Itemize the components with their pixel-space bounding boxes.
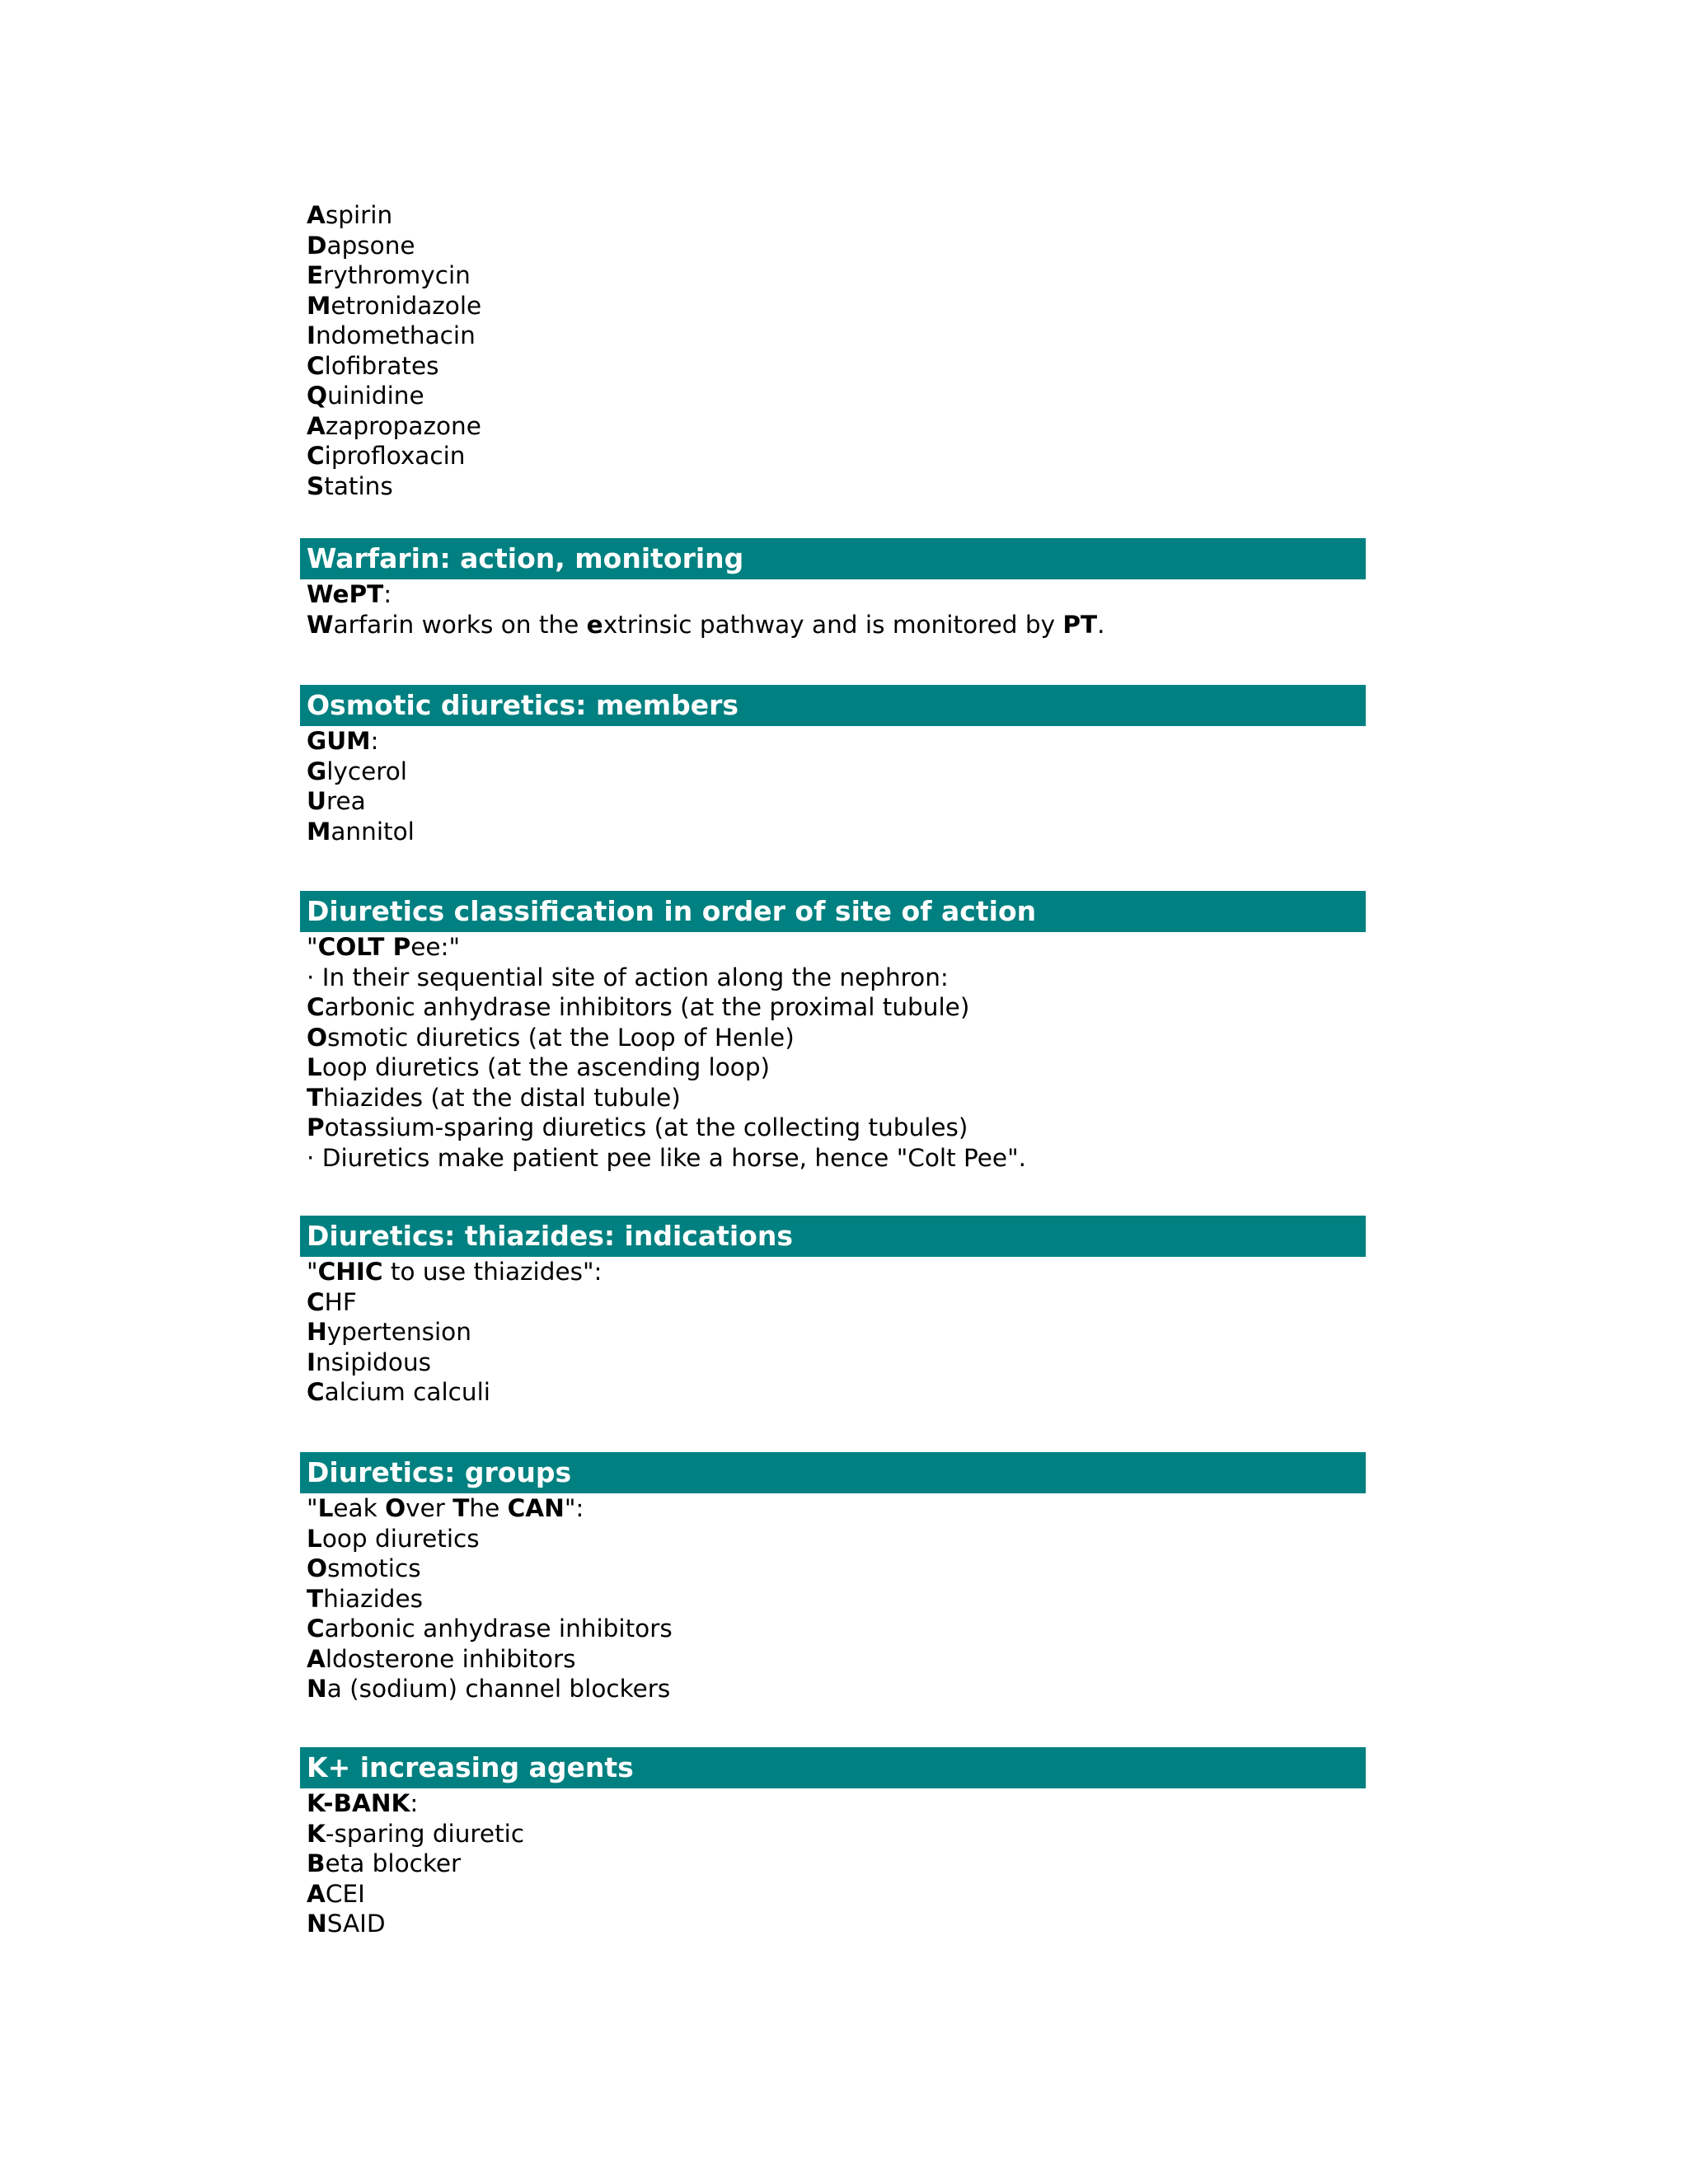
- text-line: [307, 817, 1366, 847]
- text-line: [307, 1879, 1366, 1910]
- text-line: [307, 1614, 1366, 1644]
- text-run: apsone: [326, 231, 415, 260]
- section-heading: Osmotic diuretics: members: [300, 685, 1366, 726]
- text-run: nsipidous: [315, 1347, 432, 1376]
- bold-letters: C: [307, 351, 325, 380]
- text-line: [307, 992, 1366, 1023]
- bold-letters: I: [307, 321, 316, 349]
- bold-letters: COLT P: [317, 933, 411, 961]
- text-run: ": [307, 1494, 318, 1522]
- bold-letters: C: [307, 993, 325, 1021]
- bold-letters: M: [307, 291, 331, 320]
- text-run: oop diuretics: [321, 1524, 480, 1553]
- mnemonic-lines: [300, 1493, 1366, 1704]
- mnemonic-lines: [300, 932, 1366, 1173]
- bold-letters: PT: [1062, 610, 1098, 639]
- text-run: · In their sequential site of action along the nephron:: [307, 963, 949, 991]
- bold-letters: P: [307, 1113, 325, 1141]
- text-run: spirin: [325, 201, 393, 229]
- text-line: [307, 1113, 1366, 1143]
- section-diuretics-classification-in-order-of-site-of-action: [300, 891, 1366, 1173]
- text-line: [307, 757, 1366, 787]
- text-line: [307, 291, 1366, 321]
- section-diuretics-thiazides-indications: [300, 1216, 1366, 1408]
- bold-letters: GUM: [307, 727, 371, 755]
- text-run: ee:": [410, 933, 461, 961]
- text-run: otassium-sparing diuretics (at the collecting tubules): [324, 1113, 968, 1141]
- bold-letters: I: [307, 1347, 316, 1376]
- bold-letters: L: [317, 1494, 334, 1522]
- text-run: tatins: [324, 471, 393, 500]
- bold-letters: A: [307, 201, 326, 229]
- text-run: iprofloxacin: [324, 442, 466, 470]
- bold-letters: A: [307, 1879, 326, 1908]
- text-line: [307, 351, 1366, 382]
- text-run: uinidine: [327, 382, 424, 410]
- bold-letters: A: [307, 1644, 326, 1673]
- mnemonic-lines: [300, 726, 1366, 846]
- text-run: · Diuretics make patient pee like a horse, hence "Colt Pee".: [307, 1143, 1027, 1172]
- bold-letters: H: [307, 1318, 327, 1346]
- bold-letters: WePT: [307, 580, 384, 608]
- text-line: [307, 932, 1366, 963]
- text-run: oop diuretics (at the ascending loop): [321, 1053, 771, 1081]
- text-line: [307, 1083, 1366, 1113]
- text-run: a (sodium) channel blockers: [326, 1675, 671, 1703]
- text-line: [307, 1023, 1366, 1053]
- text-run: he: [469, 1494, 508, 1522]
- text-run: lofibrates: [324, 351, 439, 380]
- bold-letters: N: [307, 1675, 327, 1703]
- bold-letters: N: [307, 1910, 327, 1938]
- text-run: CEI: [325, 1879, 365, 1908]
- bold-letters: O: [385, 1494, 406, 1522]
- text-line: [307, 610, 1366, 640]
- bold-letters: K-BANK: [307, 1789, 410, 1817]
- bold-letters: S: [307, 471, 325, 500]
- bold-letters: W: [307, 610, 334, 639]
- text-run: lycerol: [326, 757, 407, 785]
- text-line: [307, 200, 1366, 231]
- section-drug-list: [300, 200, 1366, 501]
- bold-letters: C: [307, 442, 325, 470]
- text-run: smotics: [327, 1554, 421, 1582]
- text-run: smotic diuretics (at the Loop of Henle): [327, 1023, 795, 1052]
- bold-letters: A: [307, 411, 326, 440]
- bold-letters: CAN: [507, 1494, 565, 1522]
- bold-letters: C: [307, 1287, 325, 1316]
- text-line: [307, 1493, 1366, 1524]
- bold-letters: U: [307, 787, 326, 815]
- section-k-increasing-agents: [300, 1747, 1366, 1939]
- bold-letters: C: [307, 1378, 325, 1406]
- mnemonic-lines: [300, 1788, 1366, 1939]
- text-line: [307, 1347, 1366, 1378]
- bold-letters: L: [307, 1053, 322, 1081]
- text-run: .: [1097, 610, 1105, 639]
- bold-letters: Q: [307, 382, 328, 410]
- text-run: hiazides: [323, 1584, 424, 1613]
- text-line: [307, 579, 1366, 610]
- section-heading: Warfarin: action, monitoring: [300, 538, 1366, 579]
- text-run: ": [307, 933, 318, 961]
- text-line: [307, 1257, 1366, 1287]
- bold-letters: O: [307, 1023, 328, 1052]
- section-heading: Diuretics: thiazides: indications: [300, 1216, 1366, 1257]
- text-run: hiazides (at the distal tubule): [323, 1083, 681, 1112]
- text-line: [307, 1909, 1366, 1939]
- section-diuretics-groups: [300, 1452, 1366, 1704]
- bold-letters: E: [307, 261, 324, 289]
- bold-letters: D: [307, 231, 327, 260]
- text-run: -sparing diuretic: [325, 1819, 525, 1848]
- bold-letters: T: [307, 1083, 324, 1112]
- bold-letters: O: [307, 1554, 328, 1582]
- bold-letters: B: [307, 1849, 326, 1877]
- text-run: alcium calculi: [324, 1378, 490, 1406]
- bold-letters: K: [307, 1819, 326, 1848]
- text-line: [307, 441, 1366, 471]
- text-line: [307, 1052, 1366, 1083]
- bold-letters: T: [452, 1494, 470, 1522]
- section-heading: Diuretics classification in order of site of action: [300, 891, 1366, 932]
- text-line: [307, 1644, 1366, 1675]
- text-run: arbonic anhydrase inhibitors: [324, 1615, 673, 1643]
- text-line: [307, 1554, 1366, 1584]
- bold-letters: L: [307, 1524, 322, 1553]
- text-run: ver: [406, 1494, 453, 1522]
- text-run: to use thiazides":: [382, 1258, 603, 1286]
- text-run: :: [410, 1789, 419, 1817]
- section-heading: Diuretics: groups: [300, 1452, 1366, 1493]
- text-line: [307, 1674, 1366, 1704]
- text-line: [307, 260, 1366, 291]
- text-line: [307, 1788, 1366, 1819]
- text-run: annitol: [331, 817, 415, 846]
- text-run: rea: [326, 787, 366, 815]
- text-run: rythromycin: [323, 261, 471, 289]
- text-run: :: [370, 727, 379, 755]
- text-run: eak: [333, 1494, 386, 1522]
- text-line: [307, 1317, 1366, 1347]
- mnemonic-lines: [300, 1257, 1366, 1408]
- text-line: [307, 1377, 1366, 1408]
- bold-letters: T: [307, 1584, 324, 1613]
- text-line: [307, 231, 1366, 261]
- bold-letters: G: [307, 757, 327, 785]
- bold-letters: e: [586, 610, 603, 639]
- text-line: [307, 1819, 1366, 1849]
- text-line: [307, 1584, 1366, 1615]
- bold-letters: M: [307, 817, 331, 846]
- text-line: [307, 321, 1366, 351]
- section-osmotic-diuretics-members: [300, 685, 1366, 846]
- text-run: HF: [324, 1287, 357, 1316]
- bold-letters: C: [307, 1615, 325, 1643]
- text-line: [307, 411, 1366, 442]
- text-run: ndomethacin: [315, 321, 476, 349]
- text-line: [307, 726, 1366, 757]
- text-run: ldosterone inhibitors: [325, 1644, 576, 1673]
- mnemonic-lines: [300, 579, 1366, 640]
- text-run: SAID: [326, 1910, 386, 1938]
- text-run: ypertension: [326, 1318, 471, 1346]
- text-line: [307, 1849, 1366, 1879]
- text-run: ": [307, 1258, 318, 1286]
- text-run: eta blocker: [325, 1849, 462, 1877]
- mnemonic-lines: [300, 200, 1366, 501]
- bold-letters: CHIC: [317, 1258, 383, 1286]
- text-line: [307, 963, 1366, 993]
- text-run: xtrinsic pathway and is monitored by: [603, 610, 1063, 639]
- text-line: [307, 1287, 1366, 1318]
- section-heading: K+ increasing agents: [300, 1747, 1366, 1788]
- text-line: [307, 1143, 1366, 1174]
- text-line: [307, 381, 1366, 411]
- text-line: [307, 471, 1366, 502]
- section-warfarin-action-monitoring: [300, 538, 1366, 640]
- text-run: ":: [564, 1494, 584, 1522]
- text-run: etronidazole: [331, 291, 482, 320]
- text-line: [307, 1524, 1366, 1554]
- text-line: [307, 786, 1366, 817]
- text-run: :: [383, 580, 392, 608]
- text-run: arbonic anhydrase inhibitors (at the proximal tubule): [324, 993, 970, 1021]
- text-run: zapropazone: [325, 411, 481, 440]
- text-run: arfarin works on the: [333, 610, 587, 639]
